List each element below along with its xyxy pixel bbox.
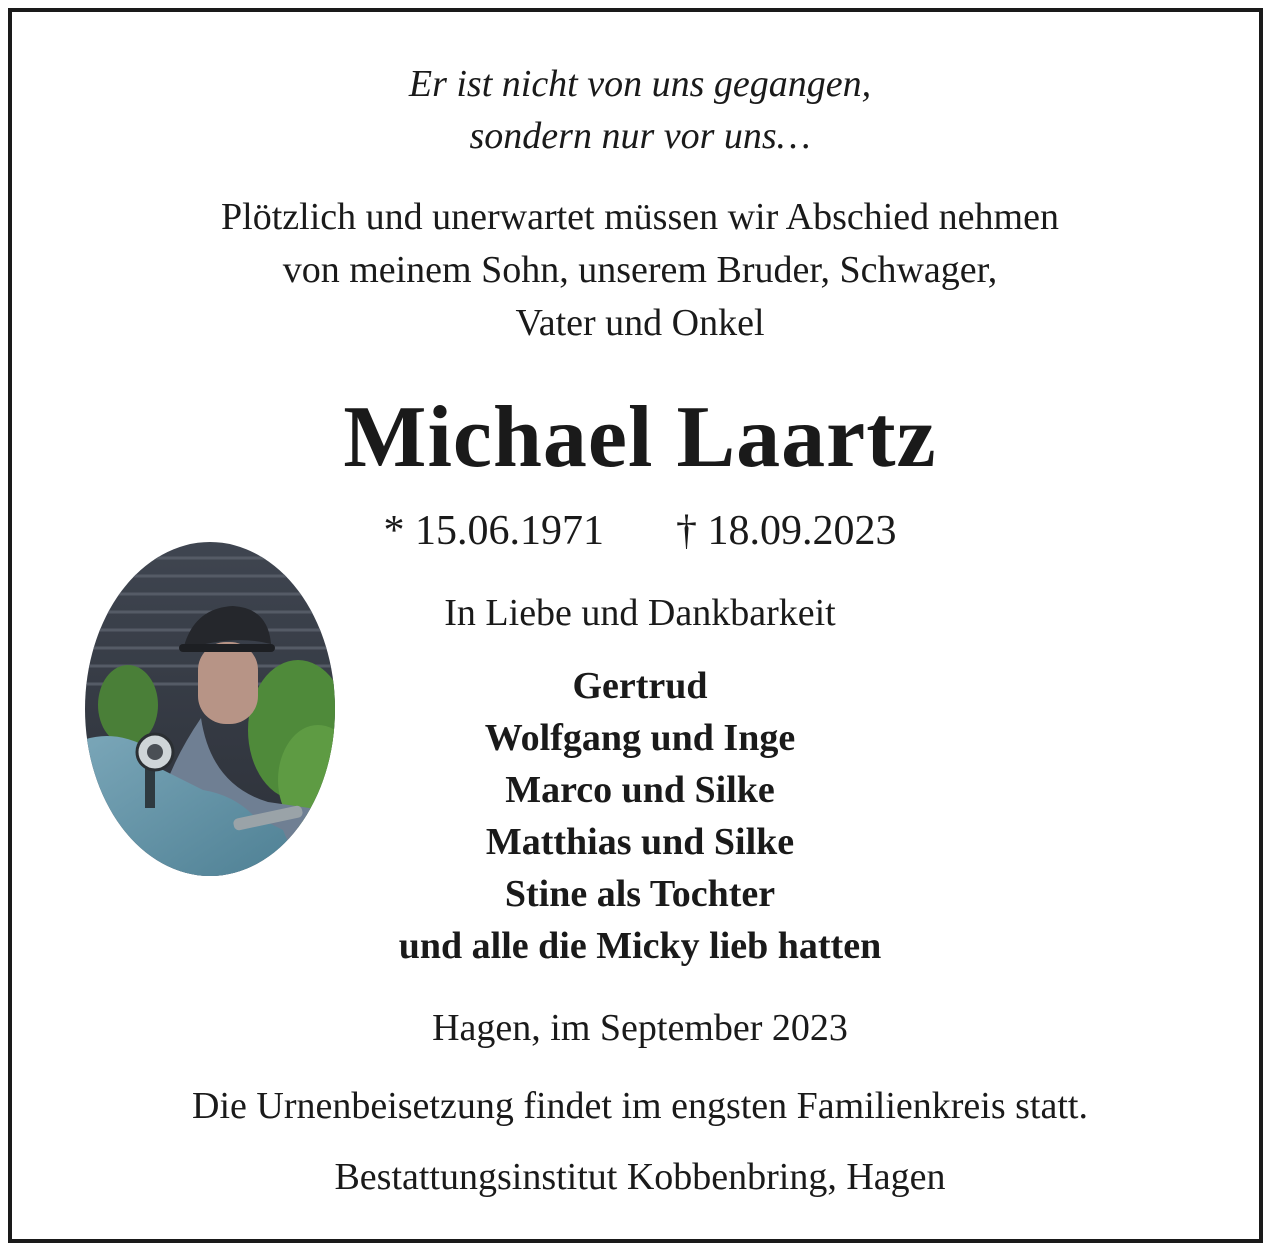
place-and-date: Hagen, im September 2023 <box>432 1007 848 1049</box>
mourner-line: Gertrud <box>572 665 708 707</box>
funeral-home: Bestattungsinstitut Kobbenbring, Hagen <box>334 1156 946 1198</box>
intro-line-3: Vater und Onkel <box>515 302 765 344</box>
mourner-line: Matthias und Silke <box>485 821 795 863</box>
burial-note: Die Urnenbeisetzung findet im engsten Familienkreis statt. <box>192 1085 1088 1127</box>
intro-line-2: von meinem Sohn, unserem Bruder, Schwager, <box>282 249 998 291</box>
mourner-line: Wolfgang und Inge <box>484 717 796 759</box>
mourner-line: Marco und Silke <box>505 769 775 811</box>
closing-phrase: In Liebe und Dankbarkeit <box>444 592 836 634</box>
mourner-line: und alle die Micky lieb hatten <box>398 925 882 967</box>
mourner-line: Stine als Tochter <box>504 873 776 915</box>
motto-line-2: sondern nur vor uns… <box>469 115 811 157</box>
death-date: † 18.09.2023 <box>676 508 897 554</box>
deceased-name: Michael Laartz <box>343 389 937 486</box>
motto-line-1: Er ist nicht von uns gegangen, <box>408 63 872 105</box>
birth-date: * 15.06.1971 <box>383 508 604 554</box>
intro-line-1: Plötzlich und unerwartet müssen wir Abschied nehmen <box>221 196 1059 238</box>
